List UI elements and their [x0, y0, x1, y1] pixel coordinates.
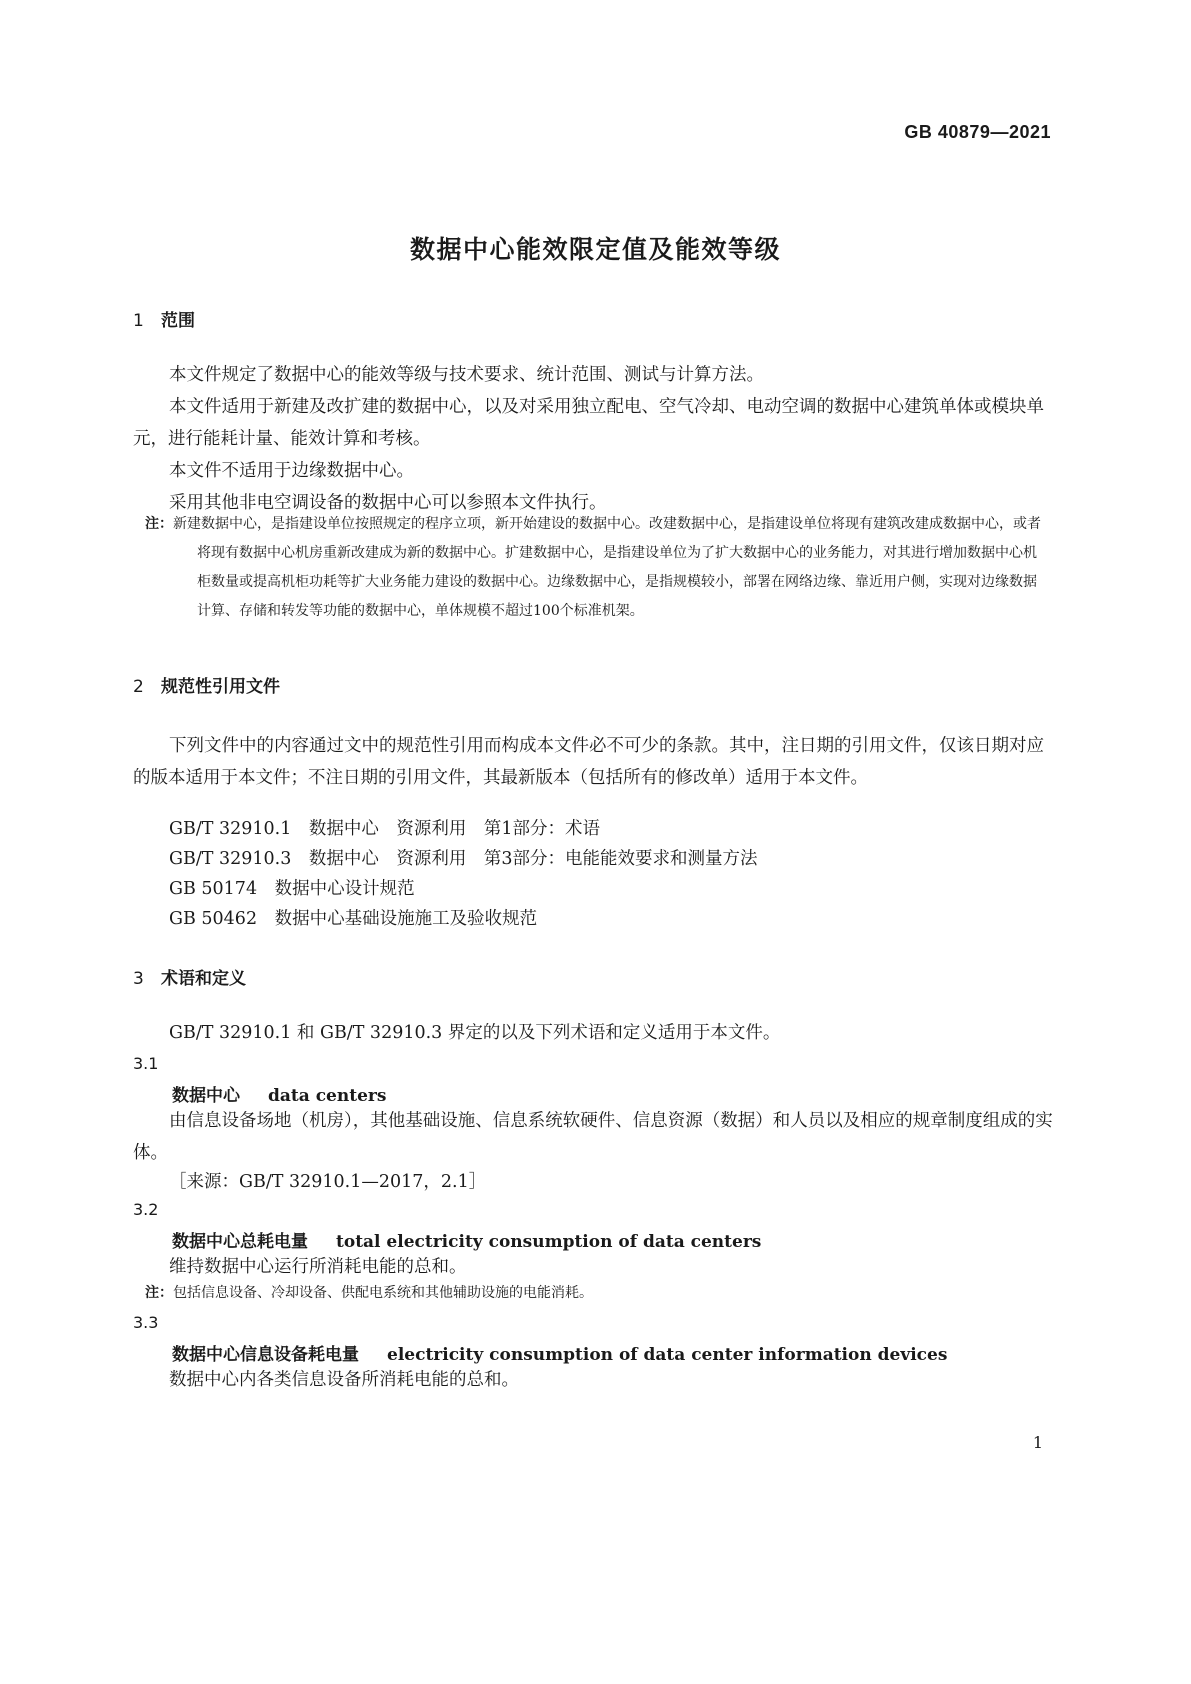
term-note — [145, 1279, 1045, 1308]
term-entry — [172, 1227, 761, 1252]
note-label: 注： — [145, 1285, 173, 1301]
term-definition: 数据中心内各类信息设备所消耗电能的总和。 — [169, 1370, 519, 1390]
reference-item: GB/T 32910.1 数据中心 资源利用 第1部分：术语 — [169, 819, 600, 839]
section-1-heading — [133, 306, 195, 331]
section-title: 范围 — [161, 311, 195, 331]
section-2-heading — [133, 672, 280, 697]
clause-number: 3.1 — [133, 1054, 159, 1073]
term-zh: 数据中心信息设备耗电量 — [172, 1345, 359, 1365]
note-text: 包括信息设备、冷却设备、供配电系统和其他辅助设施的电能消耗。 — [173, 1285, 593, 1301]
scope-paragraph-3: 本文件不适用于边缘数据中心。 — [169, 461, 414, 481]
term-en: total electricity consumption of data centers — [336, 1232, 762, 1252]
scope-paragraph-2: 本文件适用于新建及改扩建的数据中心，以及对采用独立配电、空气冷却、电动空调的数据中心建筑单体或模块单元，进行能耗计量、能效计算和考核。 — [133, 397, 1044, 449]
scope-note — [145, 510, 1045, 626]
clause-number: 3.3 — [133, 1313, 159, 1332]
term-en: electricity consumption of data center information devices — [387, 1345, 948, 1365]
document-title: 数据中心能效限定值及能效等级 — [409, 235, 781, 264]
term-source: ［来源：GB/T 32910.1—2017，2.1］ — [169, 1172, 487, 1192]
clause-number: 3.2 — [133, 1200, 159, 1219]
section-number: 2 — [133, 677, 144, 697]
reference-item: GB/T 32910.3 数据中心 资源利用 第3部分：电能能效要求和测量方法 — [169, 849, 758, 869]
term-zh: 数据中心 — [172, 1086, 240, 1106]
page-number: 1 — [1032, 1433, 1043, 1452]
section-number: 1 — [133, 311, 144, 331]
reference-item: GB 50174 数据中心设计规范 — [169, 879, 415, 899]
reference-item: GB 50462 数据中心基础设施施工及验收规范 — [169, 909, 538, 929]
term-zh: 数据中心总耗电量 — [172, 1232, 308, 1252]
term-definition: 维持数据中心运行所消耗电能的总和。 — [169, 1257, 467, 1277]
note-label: 注： — [145, 516, 173, 532]
section-title: 术语和定义 — [161, 969, 246, 989]
note-text: 新建数据中心，是指建设单位按照规定的程序立项，新开始建设的数据中心。改建数据中心，是指建设单位将现有建筑改建成数据中心，或者将现有数据中心机房重新改建成为新的数据中心。扩建数据中心，是指建设单位为了扩大数据中心的业务能力，对其进行增加数据中心机柜数量或提高机柜功耗等扩大业务能力建设的数据中心。边缘数据中心，是指规模较小，部署在网络边缘、靠近用户侧，实现对边缘数据计算、存储和转发等功能的数据中心，单体规模不超过100个标准机架。 — [173, 516, 1041, 619]
term-entry — [172, 1340, 947, 1365]
section-title: 规范性引用文件 — [161, 677, 280, 697]
scope-paragraph-4: 采用其他非电空调设备的数据中心可以参照本文件执行。 — [169, 493, 607, 513]
term-en: data centers — [268, 1086, 387, 1106]
section-3-heading — [133, 964, 246, 989]
standard-code: GB 40879—2021 — [904, 122, 1051, 142]
terms-intro: GB/T 32910.1 和 GB/T 32910.3 界定的以及下列术语和定义适用于本文件。 — [169, 1023, 781, 1043]
term-entry — [172, 1081, 386, 1106]
section-number: 3 — [133, 969, 144, 989]
scope-paragraph-1: 本文件规定了数据中心的能效等级与技术要求、统计范围、测试与计算方法。 — [169, 365, 764, 385]
term-definition: 由信息设备场地（机房），其他基础设施、信息系统软硬件、信息资源（数据）和人员以及相应的规章制度组成的实体。 — [133, 1111, 1053, 1163]
normative-intro: 下列文件中的内容通过文中的规范性引用而构成本文件必不可少的条款。其中，注日期的引用文件，仅该日期对应的版本适用于本文件；不注日期的引用文件，其最新版本（包括所有的修改单）适用于本文件。 — [133, 736, 1044, 788]
